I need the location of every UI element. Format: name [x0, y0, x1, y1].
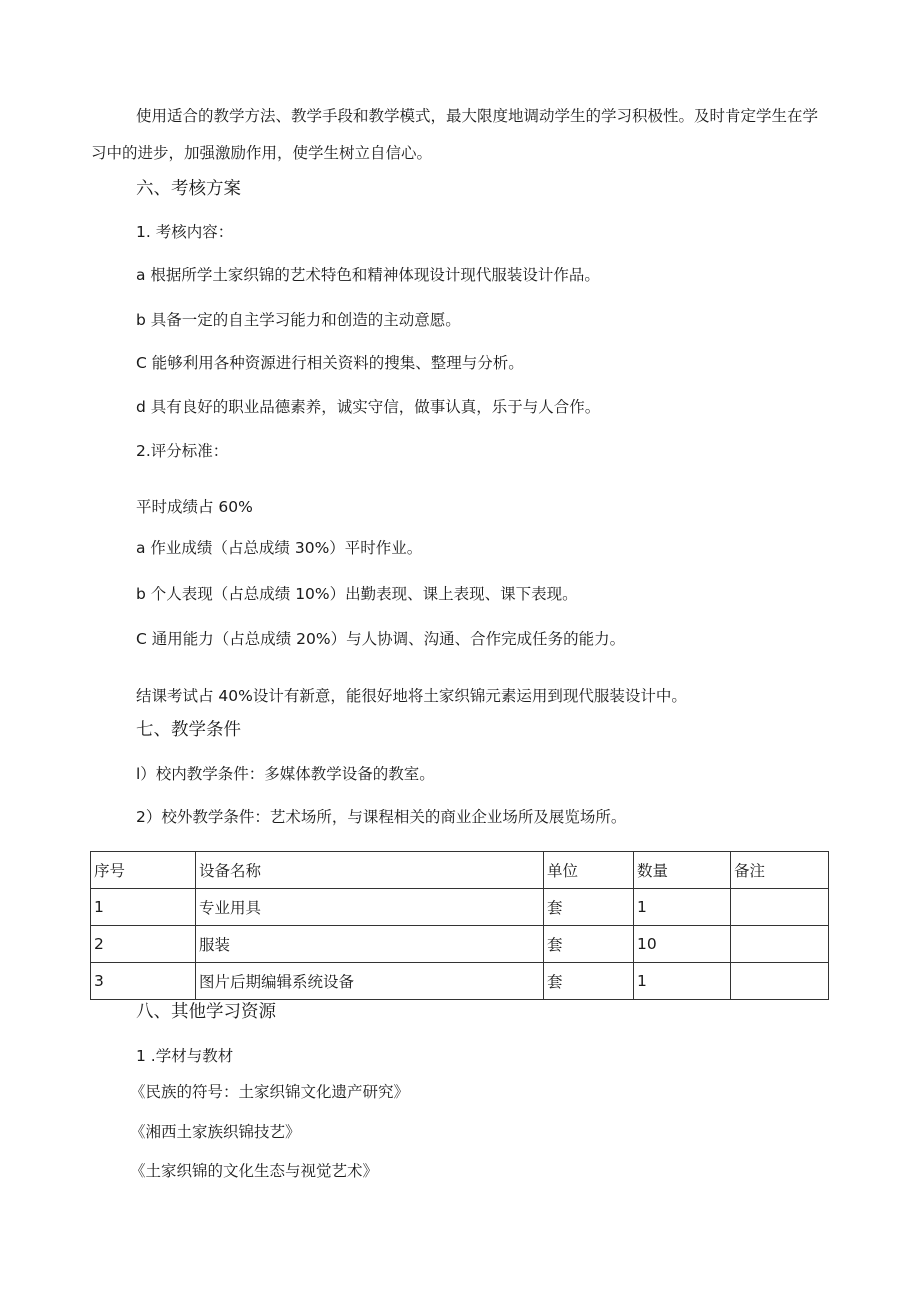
table-cell: 1	[91, 889, 196, 926]
table-cell: 套	[544, 963, 634, 1000]
book-item: 《湘西土家族织锦技艺》	[130, 1123, 301, 1141]
condition-external: 2）校外教学条件：艺术场所，与课程相关的商业企业场所及展览场所。	[136, 808, 627, 826]
header-cell: 设备名称	[196, 852, 544, 889]
materials-subtitle: 1 .学材与教材	[136, 1047, 234, 1065]
table-row	[91, 889, 829, 926]
regular-score-title: 平时成绩占 60%	[136, 498, 253, 516]
intro-text: 使用适合的教学方法、教学手段和教学模式，最大限度地调动学生的学习积极性。及时肯定学生在学习中的进步，加强激励作用，使学生树立自信心。	[91, 107, 819, 162]
final-exam-text: 结课考试占 40%设计有新意，能很好地将土家织锦元素运用到现代服装设计中。	[136, 687, 687, 705]
section-6-title: 六、考核方案	[136, 179, 241, 199]
header-cell: 数量	[634, 852, 731, 889]
table-cell: 3	[91, 963, 196, 1000]
table-row	[91, 963, 829, 1000]
assessment-item-d: d 具有良好的职业品德素养，诚实守信，做事认真，乐于与人合作。	[136, 398, 601, 416]
table-cell: 专业用具	[196, 889, 544, 926]
header-cell: 序号	[91, 852, 196, 889]
intro-paragraph	[91, 98, 826, 172]
assessment-item-b: b 具备一定的自主学习能力和创造的主动意愿。	[136, 311, 461, 329]
table-header-row	[91, 852, 829, 889]
assessment-content-title: 1. 考核内容：	[136, 223, 234, 241]
section-8-title: 八、其他学习资源	[136, 1002, 276, 1022]
criteria-title: 2.评分标准：	[136, 442, 229, 460]
table-row	[91, 926, 829, 963]
regular-item-a: a 作业成绩（占总成绩 30%）平时作业。	[136, 539, 423, 557]
regular-item-b: b 个人表现（占总成绩 10%）出勤表现、课上表现、课下表现。	[136, 585, 578, 603]
table-cell: 服装	[196, 926, 544, 963]
table-cell: 1	[634, 889, 731, 926]
book-item: 《土家织锦的文化生态与视觉艺术》	[130, 1162, 379, 1180]
section-7-title: 七、教学条件	[136, 720, 241, 740]
table-cell	[731, 926, 829, 963]
regular-item-c: C 通用能力（占总成绩 20%）与人协调、沟通、合作完成任务的能力。	[136, 630, 626, 648]
table-cell: 1	[634, 963, 731, 1000]
equipment-table	[90, 851, 829, 1000]
table-cell: 套	[544, 889, 634, 926]
table-cell	[731, 889, 829, 926]
book-item: 《民族的符号：土家织锦文化遗产研究》	[130, 1083, 410, 1101]
table-cell: 2	[91, 926, 196, 963]
table-cell: 10	[634, 926, 731, 963]
assessment-item-a: a 根据所学土家织锦的艺术特色和精神体现设计现代服装设计作品。	[136, 266, 600, 284]
table-cell: 图片后期编辑系统设备	[196, 963, 544, 1000]
table-cell: 套	[544, 926, 634, 963]
assessment-item-c: C 能够利用各种资源进行相关资料的搜集、整理与分析。	[136, 354, 524, 372]
table-cell	[731, 963, 829, 1000]
condition-internal: l）校内教学条件：多媒体教学设备的教室。	[136, 765, 435, 783]
header-cell: 单位	[544, 852, 634, 889]
header-cell: 备注	[731, 852, 829, 889]
